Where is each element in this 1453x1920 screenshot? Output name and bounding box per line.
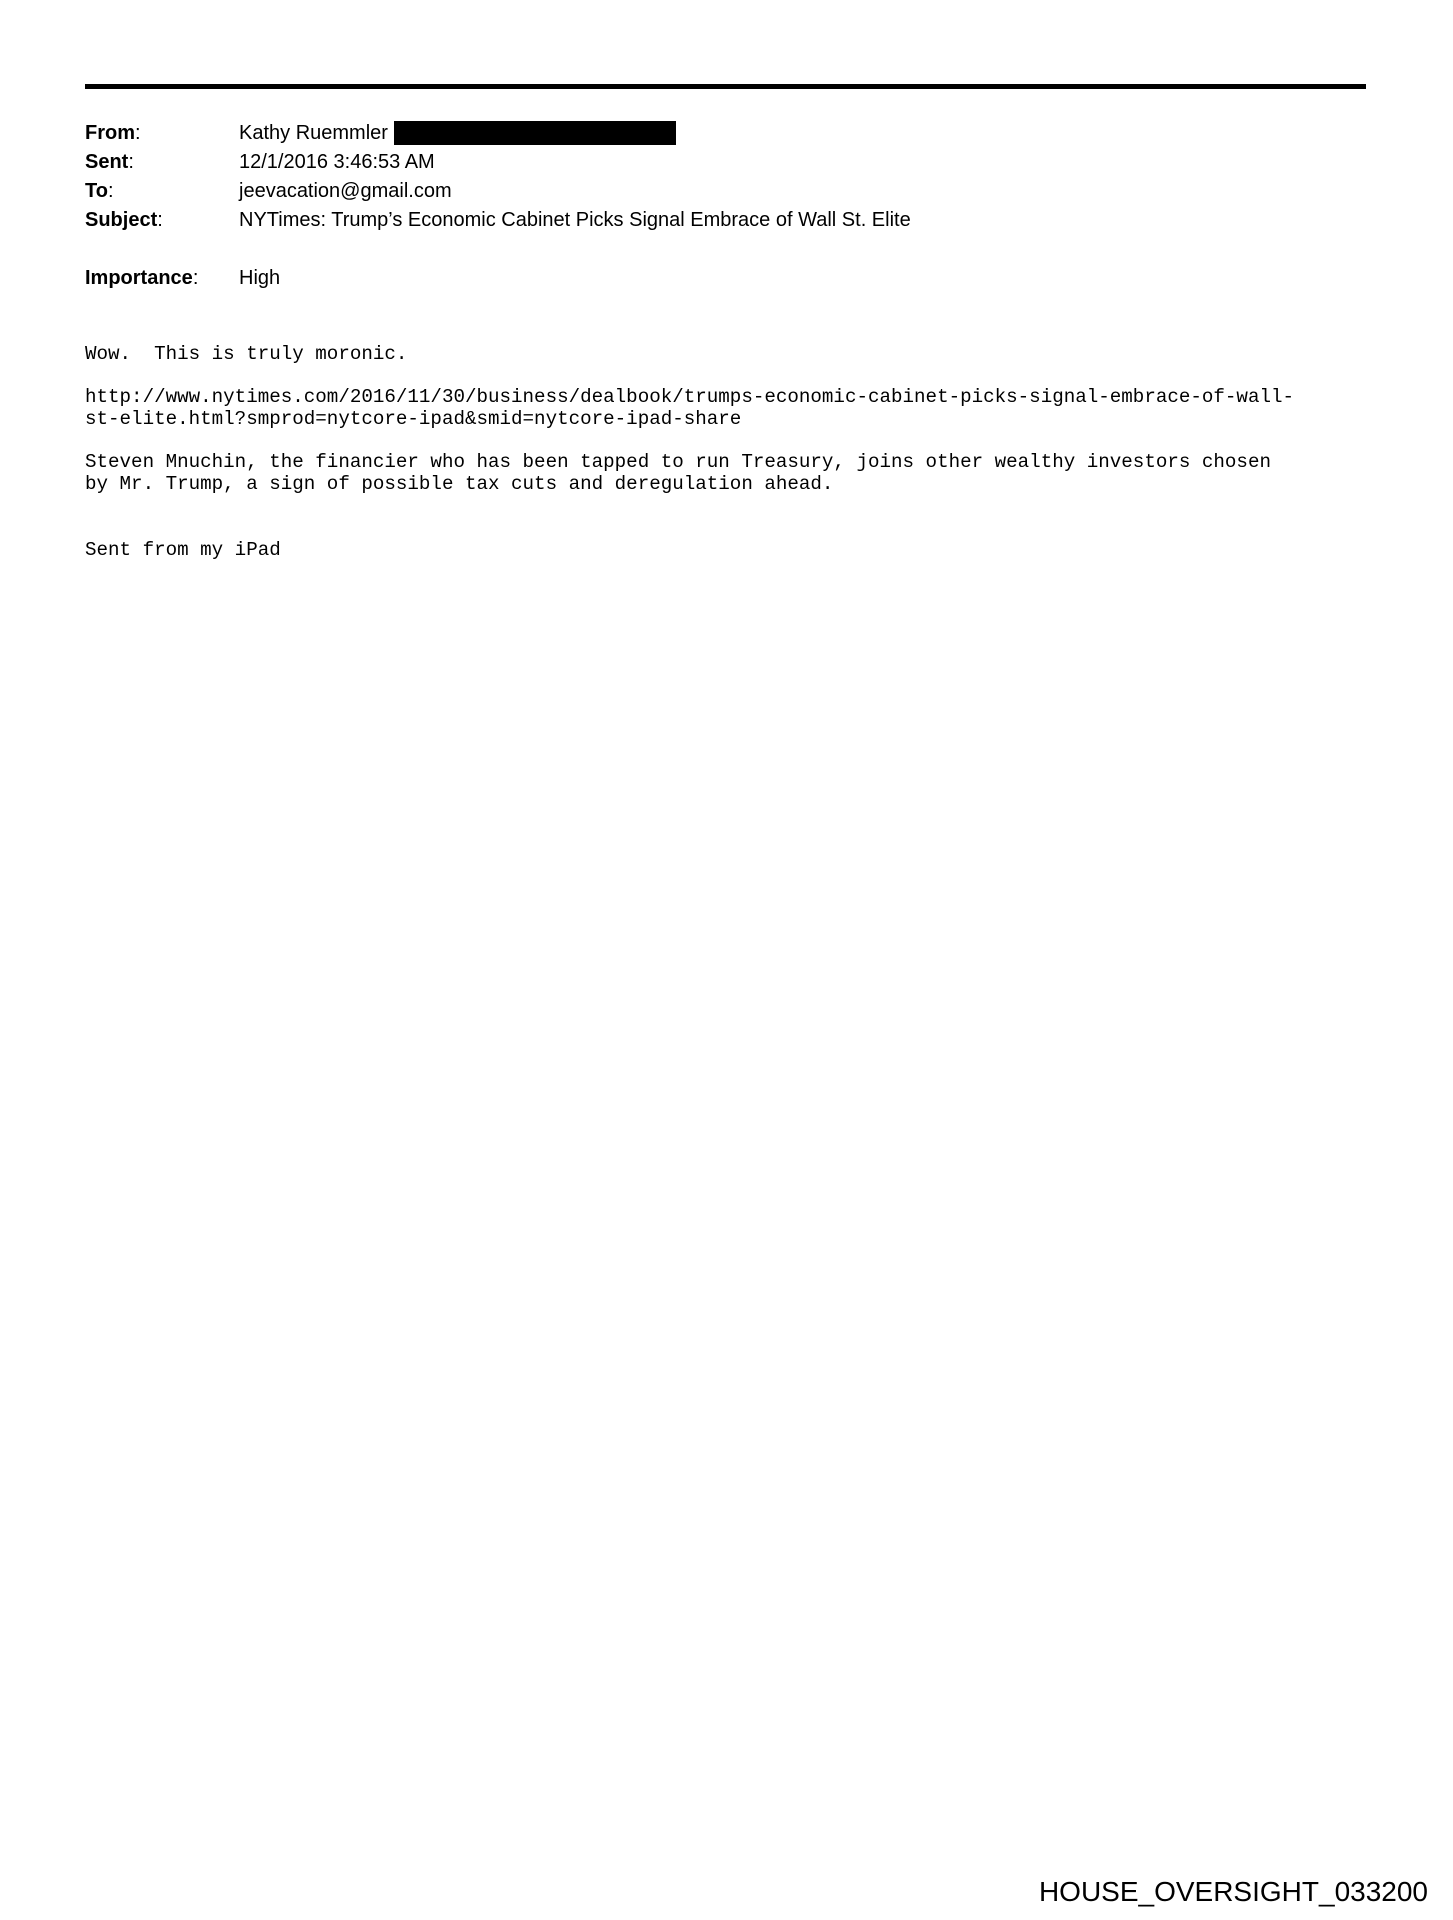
importance-value: High bbox=[239, 267, 281, 289]
sent-label: Sent bbox=[85, 151, 129, 173]
header-rule bbox=[85, 84, 1366, 89]
to-row: To: jeevacation@gmail.com bbox=[85, 177, 911, 206]
summary-line-2: by Mr. Trump, a sign of possible tax cuts and deregulation ahead. bbox=[85, 473, 834, 495]
from-value: Kathy Ruemmler bbox=[239, 122, 388, 144]
summary-line-1: Steven Mnuchin, the financier who has been tapped to run Treasury, joins other wealthy investors chosen bbox=[85, 451, 1271, 473]
importance-row: Importance: High bbox=[85, 264, 911, 293]
to-label: To bbox=[85, 180, 108, 202]
signature: Sent from my iPad bbox=[85, 539, 281, 561]
article-link bbox=[85, 386, 1294, 430]
subject-row: Subject: NYTimes: Trump’s Economic Cabinet Picks Signal Embrace of Wall St. Elite bbox=[85, 206, 911, 235]
sent-value: 12/1/2016 3:46:53 AM bbox=[239, 151, 435, 173]
url-line-1: http://www.nytimes.com/2016/11/30/business/dealbook/trumps-economic-cabinet-picks-signal-embrace-of-wall- bbox=[85, 386, 1295, 408]
sent-row: Sent: 12/1/2016 3:46:53 AM bbox=[85, 148, 911, 177]
bates-number: HOUSE_OVERSIGHT_033200 bbox=[1038, 1876, 1428, 1907]
from-label: From bbox=[85, 122, 135, 144]
url-line-2: st-elite.html?smprod=nytcore-ipad&smid=nytcore-ipad-share bbox=[85, 408, 742, 430]
email-body bbox=[85, 343, 1375, 561]
email-header bbox=[85, 119, 911, 293]
subject-value: NYTimes: Trump’s Economic Cabinet Picks Signal Embrace of Wall St. Elite bbox=[239, 209, 911, 231]
importance-label: Importance bbox=[85, 267, 193, 289]
body-comment: Wow. This is truly moronic. bbox=[85, 343, 408, 365]
subject-label: Subject bbox=[85, 209, 158, 231]
to-value: jeevacation@gmail.com bbox=[239, 180, 452, 202]
from-row: From: Kathy Ruemmler bbox=[85, 119, 911, 148]
redaction-box bbox=[394, 121, 676, 145]
article-summary bbox=[85, 451, 1271, 495]
